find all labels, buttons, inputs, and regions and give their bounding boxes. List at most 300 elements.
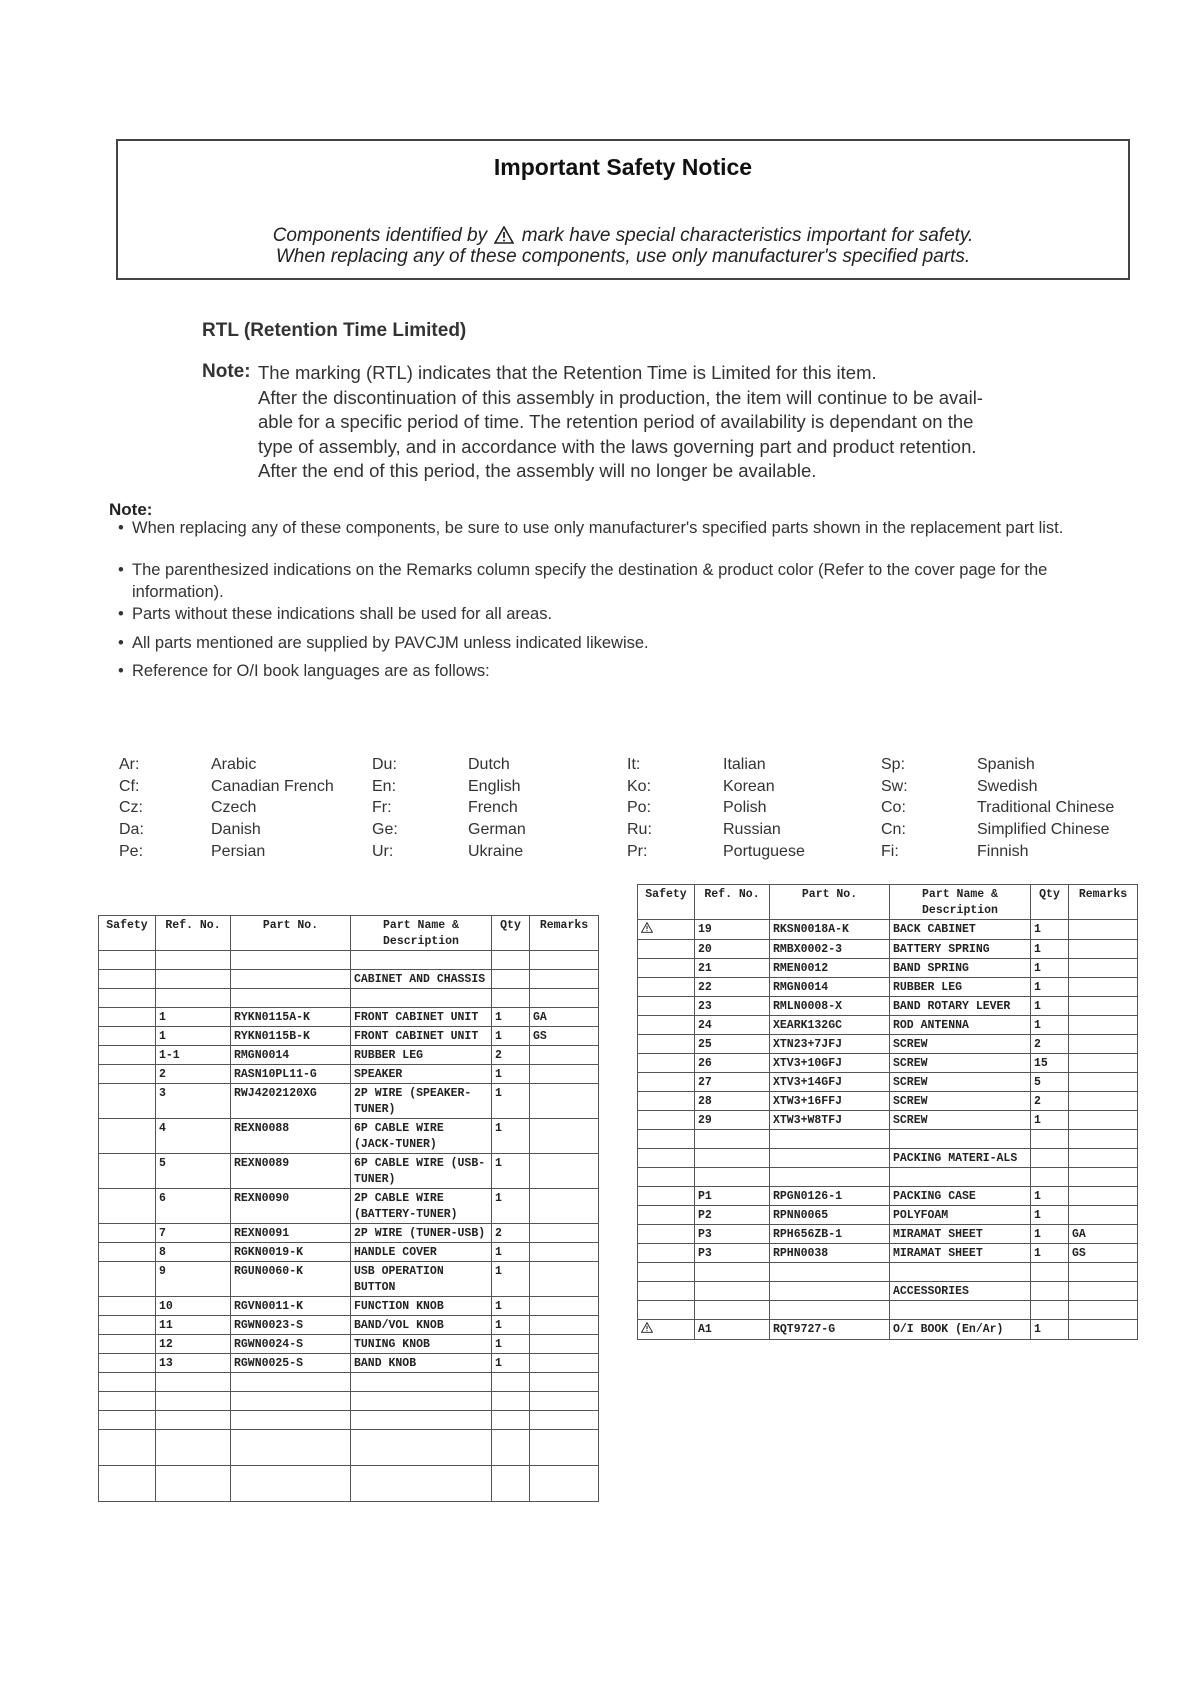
table-row <box>99 951 599 970</box>
remarks-cell <box>530 1243 599 1262</box>
qty-cell: 1 <box>492 1119 530 1154</box>
part-name-cell <box>351 1373 492 1392</box>
safety-cell <box>638 1035 695 1054</box>
language-row <box>119 799 1149 821</box>
header-ref-no: Ref. No. <box>156 916 231 951</box>
safety-cell <box>99 989 156 1008</box>
qty-cell: 1 <box>1031 940 1069 959</box>
ref-no-cell: 1 <box>156 1008 231 1027</box>
ref-no-cell <box>695 1301 770 1320</box>
ref-no-cell: 25 <box>695 1035 770 1054</box>
table-row <box>99 1243 599 1262</box>
remarks-cell <box>530 1411 599 1430</box>
part-no-cell <box>231 1466 351 1502</box>
qty-cell: 1 <box>1031 997 1069 1016</box>
part-no-cell: RYKN0115B-K <box>231 1027 351 1046</box>
language-name: Finnish <box>977 842 1029 860</box>
remarks-cell <box>530 1335 599 1354</box>
language-code: It: <box>627 756 641 773</box>
part-no-cell: XTW3+16FFJ <box>770 1092 890 1111</box>
safety-cell <box>99 1046 156 1065</box>
part-name-cell: BAND/VOL KNOB <box>351 1316 492 1335</box>
language-code: Po: <box>627 799 652 817</box>
header-qty: Qty <box>1031 885 1069 920</box>
table-row <box>99 1008 599 1027</box>
header-remarks: Remarks <box>530 916 599 951</box>
table-row <box>638 997 1138 1016</box>
remarks-cell <box>1069 1301 1138 1320</box>
part-name-cell: BAND KNOB <box>351 1354 492 1373</box>
part-name-cell <box>351 1466 492 1502</box>
qty-cell: 1 <box>492 1262 530 1297</box>
header-part-no: Part No. <box>770 885 890 920</box>
ref-no-cell: 10 <box>156 1297 231 1316</box>
ref-no-cell: 5 <box>156 1154 231 1189</box>
rtl-title: RTL (Retention Time Limited) <box>202 320 467 341</box>
table-row <box>99 989 599 1008</box>
safety-cell <box>99 1392 156 1411</box>
header-safety: Safety <box>638 885 695 920</box>
part-name-cell: PACKING CASE <box>890 1187 1031 1206</box>
parts-table-left <box>98 915 599 1502</box>
rtl-body <box>258 361 1078 484</box>
part-name-cell: RUBBER LEG <box>351 1046 492 1065</box>
remarks-cell <box>530 1084 599 1119</box>
safety-cell <box>99 1065 156 1084</box>
safety-cell <box>638 959 695 978</box>
remarks-cell <box>1069 940 1138 959</box>
table-row <box>99 1411 599 1430</box>
part-no-cell: RGWN0025-S <box>231 1354 351 1373</box>
part-no-cell: RGWN0024-S <box>231 1335 351 1354</box>
table-row <box>99 1297 599 1316</box>
remarks-cell <box>1069 1320 1138 1340</box>
language-row <box>119 843 1149 865</box>
part-name-cell: FRONT CABINET UNIT <box>351 1008 492 1027</box>
safety-cell <box>99 1262 156 1297</box>
safety-notice-line-1 <box>118 225 1128 246</box>
qty-cell: 1 <box>492 1316 530 1335</box>
ref-no-cell <box>156 970 231 989</box>
qty-cell: 2 <box>492 1046 530 1065</box>
table-row <box>638 1282 1138 1301</box>
qty-cell <box>492 1373 530 1392</box>
remarks-cell <box>1069 1168 1138 1187</box>
ref-no-cell: 26 <box>695 1054 770 1073</box>
table-row <box>638 1244 1138 1263</box>
part-no-cell: RMLN0008-X <box>770 997 890 1016</box>
part-name-cell: SPEAKER <box>351 1065 492 1084</box>
remarks-cell <box>1069 1092 1138 1111</box>
table-row <box>638 1092 1138 1111</box>
safety-cell <box>99 1316 156 1335</box>
safety-cell <box>638 1320 695 1340</box>
remarks-cell <box>1069 1016 1138 1035</box>
safety-notice-box <box>116 139 1130 280</box>
part-no-cell: XEARK132GC <box>770 1016 890 1035</box>
part-no-cell <box>770 1263 890 1282</box>
remarks-cell <box>530 1189 599 1224</box>
qty-cell: 1 <box>492 1335 530 1354</box>
note-item: • Reference for O/I book languages are as follows: <box>118 661 1140 683</box>
qty-cell: 1 <box>492 1154 530 1189</box>
qty-cell: 2 <box>1031 1035 1069 1054</box>
language-name: Traditional Chinese <box>977 799 1115 817</box>
language-name: Simplified Chinese <box>977 821 1110 839</box>
language-name: Korean <box>723 777 775 795</box>
part-no-cell: RMEN0012 <box>770 959 890 978</box>
safety-cell <box>99 1027 156 1046</box>
table-row <box>638 1301 1138 1320</box>
safety-cell <box>638 1111 695 1130</box>
header-part-no: Part No. <box>231 916 351 951</box>
language-name: English <box>468 777 521 795</box>
language-code: Fr: <box>372 799 392 817</box>
part-name-cell: BAND ROTARY LEVER <box>890 997 1031 1016</box>
part-name-cell: SCREW <box>890 1111 1031 1130</box>
qty-cell <box>492 970 530 989</box>
table-row <box>99 1373 599 1392</box>
ref-no-cell: 7 <box>156 1224 231 1243</box>
qty-cell: 1 <box>492 1189 530 1224</box>
part-no-cell: XTV3+10GFJ <box>770 1054 890 1073</box>
part-name-cell: SCREW <box>890 1073 1031 1092</box>
table-row <box>99 970 599 989</box>
part-no-cell: REXN0090 <box>231 1189 351 1224</box>
part-no-cell: XTV3+14GFJ <box>770 1073 890 1092</box>
language-row <box>119 756 1149 778</box>
language-code: Sp: <box>881 756 906 773</box>
part-no-cell: XTW3+W8TFJ <box>770 1111 890 1130</box>
header-ref-no: Ref. No. <box>695 885 770 920</box>
part-name-cell <box>351 1430 492 1466</box>
part-no-cell <box>231 989 351 1008</box>
qty-cell: 1 <box>492 1027 530 1046</box>
qty-cell <box>492 1430 530 1466</box>
qty-cell <box>1031 1168 1069 1187</box>
table-row <box>638 1187 1138 1206</box>
qty-cell: 1 <box>1031 920 1069 940</box>
safety-notice-line-2: When replacing any of these components, use only manufacturer's specified parts. <box>275 246 971 267</box>
part-name-cell <box>351 1392 492 1411</box>
remarks-cell <box>530 1373 599 1392</box>
remarks-cell <box>530 1354 599 1373</box>
table-row <box>99 1430 599 1466</box>
qty-cell: 1 <box>492 1354 530 1373</box>
table-row <box>638 1073 1138 1092</box>
language-code: Ar: <box>119 756 140 773</box>
safety-cell <box>638 1187 695 1206</box>
header-qty: Qty <box>492 916 530 951</box>
qty-cell: 1 <box>1031 1206 1069 1225</box>
table-row <box>638 1225 1138 1244</box>
ref-no-cell: 4 <box>156 1119 231 1154</box>
safety-line1-after: mark have special characteristics important for safety. <box>521 225 974 246</box>
ref-no-cell: 20 <box>695 940 770 959</box>
language-row <box>119 778 1149 800</box>
safety-cell <box>99 951 156 970</box>
remarks-cell: GA <box>530 1008 599 1027</box>
part-name-cell: MIRAMAT SHEET <box>890 1225 1031 1244</box>
note-item: • Parts without these indications shall be used for all areas. <box>118 604 1140 626</box>
table-row <box>638 1054 1138 1073</box>
safety-cell <box>99 1297 156 1316</box>
safety-cell <box>638 1130 695 1149</box>
language-name: Persian <box>211 842 266 860</box>
qty-cell: 1 <box>492 1084 530 1119</box>
language-name: French <box>468 799 518 817</box>
ref-no-cell: 6 <box>156 1189 231 1224</box>
language-name: Danish <box>211 821 261 839</box>
table-row <box>638 1149 1138 1168</box>
language-code: Ur: <box>372 842 394 860</box>
remarks-cell <box>1069 1054 1138 1073</box>
qty-cell <box>492 1466 530 1502</box>
ref-no-cell <box>156 989 231 1008</box>
part-no-cell: RPNN0065 <box>770 1206 890 1225</box>
part-name-cell: 2P WIRE (SPEAKER-TUNER) <box>351 1084 492 1119</box>
qty-cell: 1 <box>1031 1111 1069 1130</box>
ref-no-cell: 23 <box>695 997 770 1016</box>
qty-cell: 1 <box>1031 1244 1069 1263</box>
table-row <box>99 1224 599 1243</box>
qty-cell: 1 <box>1031 959 1069 978</box>
remarks-cell <box>530 1316 599 1335</box>
table-row <box>638 959 1138 978</box>
part-no-cell: RGWN0023-S <box>231 1316 351 1335</box>
remarks-cell <box>530 1065 599 1084</box>
ref-no-cell: 29 <box>695 1111 770 1130</box>
ref-no-cell: 27 <box>695 1073 770 1092</box>
safety-cell <box>99 1243 156 1262</box>
qty-cell <box>1031 1263 1069 1282</box>
safety-cell <box>638 1073 695 1092</box>
remarks-cell <box>1069 1206 1138 1225</box>
remarks-cell <box>530 1119 599 1154</box>
part-name-cell: SCREW <box>890 1035 1031 1054</box>
header-safety: Safety <box>99 916 156 951</box>
part-name-cell <box>351 1411 492 1430</box>
remarks-cell <box>530 951 599 970</box>
part-no-cell <box>231 1430 351 1466</box>
remarks-cell <box>530 1154 599 1189</box>
table-row <box>638 1320 1138 1340</box>
ref-no-cell: P3 <box>695 1225 770 1244</box>
language-code: Fi: <box>881 842 899 860</box>
language-name: Canadian French <box>211 777 334 795</box>
table-row <box>638 978 1138 997</box>
part-name-cell: FRONT CABINET UNIT <box>351 1027 492 1046</box>
table-row <box>99 1084 599 1119</box>
ref-no-cell: 24 <box>695 1016 770 1035</box>
part-no-cell: RPGN0126-1 <box>770 1187 890 1206</box>
part-no-cell <box>770 1301 890 1320</box>
part-no-cell <box>770 1130 890 1149</box>
part-name-cell <box>890 1130 1031 1149</box>
ref-no-cell <box>695 1168 770 1187</box>
table-row <box>638 1035 1138 1054</box>
qty-cell: 1 <box>492 1008 530 1027</box>
part-no-cell: REXN0088 <box>231 1119 351 1154</box>
table-header-row <box>638 885 1138 920</box>
part-name-cell: ROD ANTENNA <box>890 1016 1031 1035</box>
part-no-cell <box>770 1282 890 1301</box>
notes-label: Note: <box>109 500 153 519</box>
table-row <box>638 1130 1138 1149</box>
language-code: Ge: <box>372 821 398 839</box>
table-row <box>638 1206 1138 1225</box>
remarks-cell <box>1069 1130 1138 1149</box>
remarks-cell <box>530 989 599 1008</box>
remarks-cell <box>1069 920 1138 940</box>
part-name-cell: 2P CABLE WIRE (BATTERY-TUNER) <box>351 1189 492 1224</box>
language-row <box>119 821 1149 843</box>
table-row <box>638 1263 1138 1282</box>
safety-cell <box>99 1373 156 1392</box>
safety-cell <box>638 1016 695 1035</box>
language-code: Da: <box>119 821 144 839</box>
language-code: Pe: <box>119 842 144 860</box>
safety-cell <box>99 1154 156 1189</box>
table-row <box>638 1168 1138 1187</box>
language-name: Spanish <box>977 756 1035 773</box>
language-name: Czech <box>211 799 257 817</box>
part-no-cell: RYKN0115A-K <box>231 1008 351 1027</box>
ref-no-cell <box>695 1263 770 1282</box>
language-name: Polish <box>723 799 767 817</box>
part-no-cell: RQT9727-G <box>770 1320 890 1340</box>
part-name-cell: ACCESSORIES <box>890 1282 1031 1301</box>
qty-cell: 1 <box>1031 1187 1069 1206</box>
qty-cell: 2 <box>492 1224 530 1243</box>
part-no-cell: RGUN0060-K <box>231 1262 351 1297</box>
language-name: Arabic <box>211 756 257 773</box>
table-row <box>99 1119 599 1154</box>
remarks-cell <box>1069 1263 1138 1282</box>
part-no-cell <box>231 1411 351 1430</box>
ref-no-cell: 12 <box>156 1335 231 1354</box>
table-row <box>99 1065 599 1084</box>
part-name-cell: 6P CABLE WIRE (JACK-TUNER) <box>351 1119 492 1154</box>
qty-cell <box>1031 1301 1069 1320</box>
remarks-cell <box>530 1224 599 1243</box>
qty-cell <box>1031 1149 1069 1168</box>
rtl-note-label: Note: <box>202 361 251 382</box>
part-no-cell: RWJ4202120XG <box>231 1084 351 1119</box>
warning-triangle-icon <box>494 226 514 244</box>
language-code: Cz: <box>119 799 143 817</box>
safety-cell <box>638 920 695 940</box>
ref-no-cell <box>156 1466 231 1502</box>
table-row <box>99 1392 599 1411</box>
warning-triangle-icon <box>641 1322 653 1333</box>
part-name-cell <box>890 1301 1031 1320</box>
remarks-cell <box>1069 1149 1138 1168</box>
ref-no-cell: 19 <box>695 920 770 940</box>
ref-no-cell: 13 <box>156 1354 231 1373</box>
language-code: Du: <box>372 756 397 773</box>
remarks-cell <box>1069 978 1138 997</box>
qty-cell: 1 <box>492 1065 530 1084</box>
part-no-cell: REXN0091 <box>231 1224 351 1243</box>
language-code: En: <box>372 777 397 795</box>
part-no-cell: RGKN0019-K <box>231 1243 351 1262</box>
header-remarks: Remarks <box>1069 885 1138 920</box>
qty-cell: 1 <box>1031 1320 1069 1340</box>
remarks-cell <box>530 1466 599 1502</box>
table-row <box>99 1262 599 1297</box>
ref-no-cell: 9 <box>156 1262 231 1297</box>
part-no-cell: XTN23+7JFJ <box>770 1035 890 1054</box>
part-no-cell <box>770 1149 890 1168</box>
remarks-cell: GS <box>1069 1244 1138 1263</box>
safety-cell <box>99 1119 156 1154</box>
qty-cell: 5 <box>1031 1073 1069 1092</box>
safety-cell <box>99 1008 156 1027</box>
part-no-cell: RKSN0018A-K <box>770 920 890 940</box>
safety-cell <box>638 997 695 1016</box>
part-name-cell: PACKING MATERI-ALS <box>890 1149 1031 1168</box>
safety-cell <box>638 1244 695 1263</box>
rtl-line: After the discontinuation of this assembly in production, the item will continue to be avail- <box>258 386 983 408</box>
language-name: German <box>468 821 526 839</box>
qty-cell <box>1031 1130 1069 1149</box>
safety-cell <box>638 940 695 959</box>
part-no-cell <box>231 970 351 989</box>
safety-cell <box>99 1354 156 1373</box>
note-item: • All parts mentioned are supplied by PAVCJM unless indicated likewise. <box>118 633 1140 655</box>
language-code: Ko: <box>627 777 652 795</box>
language-code: Pr: <box>627 842 648 860</box>
table-row <box>638 1111 1138 1130</box>
ref-no-cell <box>695 1149 770 1168</box>
remarks-cell <box>530 1046 599 1065</box>
language-name: Russian <box>723 821 781 839</box>
part-no-cell: RMGN0014 <box>231 1046 351 1065</box>
remarks-cell <box>530 1262 599 1297</box>
table-row <box>99 1046 599 1065</box>
safety-cell <box>638 1168 695 1187</box>
safety-cell <box>638 978 695 997</box>
safety-cell <box>638 1149 695 1168</box>
part-name-cell <box>351 989 492 1008</box>
rtl-line: able for a specific period of time. The retention period of availability is dependant on the <box>258 411 974 432</box>
remarks-cell: GS <box>530 1027 599 1046</box>
part-name-cell: BACK CABINET <box>890 920 1031 940</box>
ref-no-cell: 2 <box>156 1065 231 1084</box>
ref-no-cell: 3 <box>156 1084 231 1119</box>
language-code: Sw: <box>881 777 908 795</box>
remarks-cell <box>1069 1111 1138 1130</box>
part-no-cell: RPH656ZB-1 <box>770 1225 890 1244</box>
safety-cell <box>99 1430 156 1466</box>
header-part-name: Part Name & Description <box>890 885 1031 920</box>
part-no-cell: RMBX0002-3 <box>770 940 890 959</box>
language-code: Cf: <box>119 777 140 795</box>
table-row <box>99 1354 599 1373</box>
ref-no-cell <box>156 1392 231 1411</box>
qty-cell: 15 <box>1031 1054 1069 1073</box>
ref-no-cell: 28 <box>695 1092 770 1111</box>
part-no-cell <box>770 1168 890 1187</box>
part-name-cell: O/I BOOK (En/Ar) <box>890 1320 1031 1340</box>
warning-triangle-icon <box>641 922 653 933</box>
ref-no-cell: A1 <box>695 1320 770 1340</box>
safety-cell <box>638 1282 695 1301</box>
safety-cell <box>99 1335 156 1354</box>
remarks-cell <box>1069 997 1138 1016</box>
note-item: • The parenthesized indications on the Remarks column specify the destination & product color (Refer to the cover page for the information). <box>118 560 1140 603</box>
